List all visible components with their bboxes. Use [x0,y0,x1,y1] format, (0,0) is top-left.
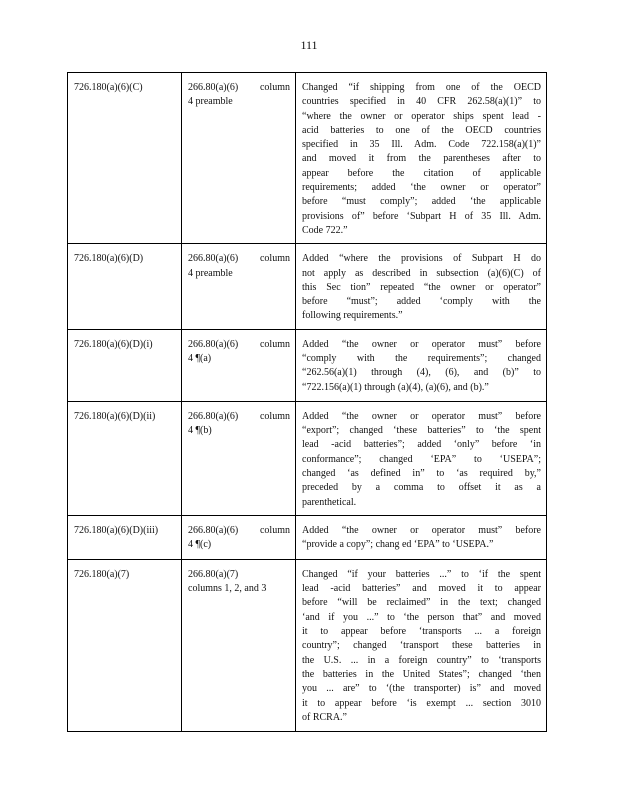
change-line: Added “the owner or operator must” before [302,524,541,536]
change-line: conformance”; changed ‘EPA” to ‘USEPA”; [302,453,541,465]
change-line: of RCRA.” [302,711,347,723]
change-line: parenthetical. [302,496,357,508]
change-description-cell [296,244,547,329]
change-line: “262.56(a)(1) through (4), (6), and (b)” to [302,367,541,379]
source-line: 266.80(a)(7) [188,568,239,580]
change-line: not apply as described in subsection (a)(6)(C) of [302,267,541,279]
source-cell [182,73,296,244]
change-line: “where the owner or operator ships spent lead - [302,110,541,122]
source-cell [182,329,296,401]
source-line: 266.80(a)(6) column [188,82,290,93]
change-line: ‘and if you ...” to ‘the person that” and moved [302,611,541,623]
change-line: you ... are” to ‘(the transporter) is” and moved [302,683,541,695]
change-line: Changed “if shipping from one of the OECD [302,82,541,93]
change-line: Added “the owner or operator must” before [302,410,541,422]
table-row [68,329,547,401]
source-line: 4 ¶(a) [188,353,212,365]
section-cell: 726.180(a)(6)(D)(iii) [68,515,182,559]
change-line: following requirements.” [302,310,403,322]
section-cell: 726.180(a)(7) [68,559,182,731]
change-line: appear before the citation of applicable [302,167,541,179]
change-line: this Sec tion” repeated “the owner or operator” [302,281,541,293]
table-row [68,515,547,559]
change-line: Code 722.” [302,224,348,236]
table-row [68,401,547,515]
source-line: 266.80(a)(6) column [188,338,290,350]
change-line: lead -acid batteries”; added ‘only” before ‘in [302,439,541,451]
change-line: countries specified in 40 CFR 262.58(a)(1)” to [302,96,541,108]
change-description-cell [296,515,547,559]
source-cell [182,401,296,515]
change-line: the U.S. ... in a foreign country” to ‘transports [302,654,541,666]
change-line: “comply with the requirements”; changed [302,353,541,365]
section-cell: 726.180(a)(6)(D)(i) [68,329,182,401]
source-line: 4 ¶(b) [188,425,212,437]
section-cell: 726.180(a)(6)(D)(ii) [68,401,182,515]
section-cell: 726.180(a)(6)(D) [68,244,182,329]
change-line: changed ‘as defined in” to ‘as required by,” [302,467,541,479]
source-line: 266.80(a)(6) column [188,253,290,265]
source-line: columns 1, 2, and 3 [188,583,267,595]
change-line: “722.156(a)(1) through (a)(4), (a)(6), and (b).” [302,381,489,393]
source-line: 4 preamble [188,96,233,108]
change-line: it to appear before ‘transports ... a foreign [302,626,541,638]
change-line: Added “where the provisions of Subpart H do [302,253,541,265]
source-cell [182,559,296,731]
change-line: Added “the owner or operator must” before [302,338,541,350]
correlation-table [67,72,547,732]
source-line: 4 ¶(c) [188,539,212,551]
change-description-cell [296,401,547,515]
table-row [68,244,547,329]
section-cell: 726.180(a)(6)(C) [68,73,182,244]
change-line: country”; changed ‘transport these batteries in [302,640,541,652]
change-line: “export”; changed ‘these batteries” to ‘the spent [302,425,541,437]
change-line: it to appear before ‘is exempt ... section 3010 [302,697,541,709]
change-line: and moved it from the parentheses after to [302,153,541,165]
change-line: preceded by a comma to offset it as a [302,482,541,494]
change-line: the batteries in the United States”; changed ‘then [302,668,541,680]
source-cell [182,244,296,329]
page-number: 111 [300,38,318,52]
table-row [68,559,547,731]
change-line: specified in 35 Ill. Adm. Code 722.158(a)(1)” [302,139,541,151]
change-line: before “will be reclaimed” in the text; changed [302,597,541,609]
change-line: Changed “if your batteries ...” to ‘if the spent [302,568,541,580]
source-line: 4 preamble [188,267,233,279]
source-line: 266.80(a)(6) column [188,410,290,422]
change-line: “provide a copy”; chang ed ‘EPA” to ‘USEPA.” [302,539,494,551]
change-line: acid batteries to one of the OECD countries [302,124,541,136]
change-line: before “must comply”; added ‘the applicable [302,196,541,208]
source-line: 266.80(a)(6) column [188,524,290,536]
change-line: lead -acid batteries” and moved it to appear [302,583,541,595]
change-description-cell [296,73,547,244]
change-description-cell [296,329,547,401]
change-line: provisions of” before ‘Subpart H of 35 Ill. Adm. [302,210,541,222]
source-cell [182,515,296,559]
change-line: before “must”; added ‘comply with the [302,296,541,308]
change-line: requirements; added ‘the owner or operator” [302,182,541,194]
table-row [68,73,547,244]
change-description-cell [296,559,547,731]
